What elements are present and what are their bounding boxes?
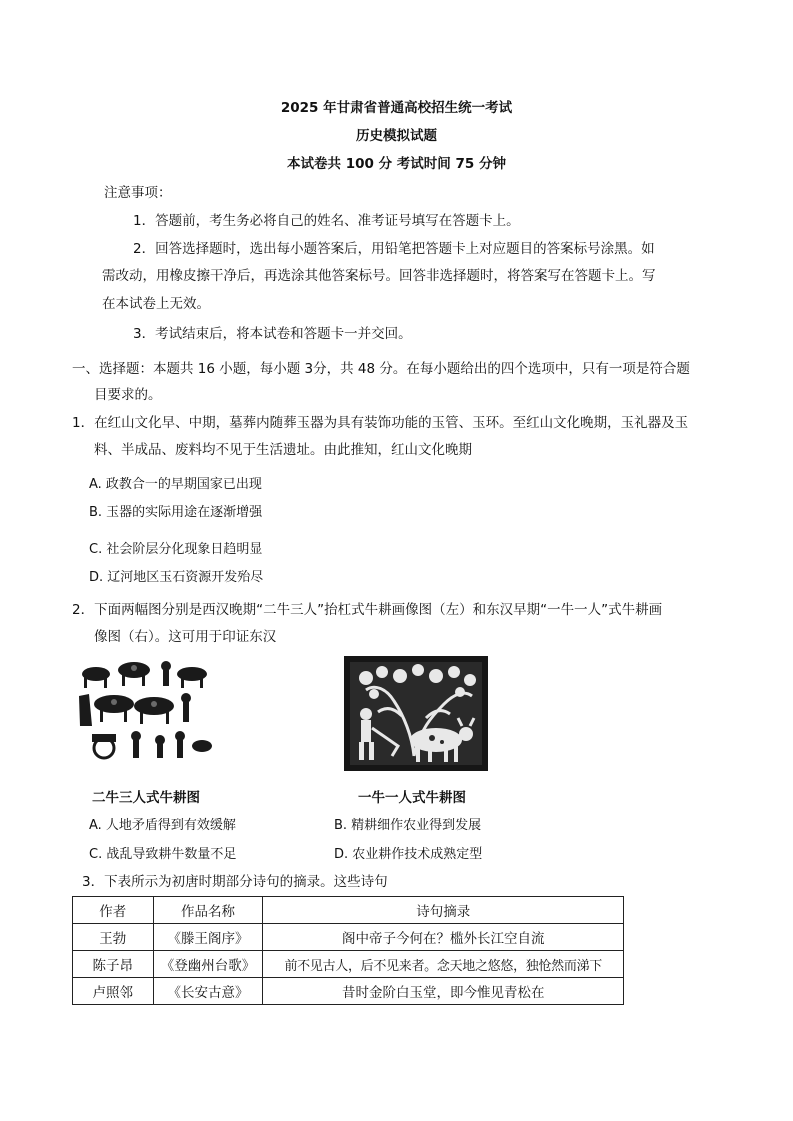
q2-stem-line-1: 2．下面两幅图分别是西汉晚期“二牛三人”抬杠式牛耕画像图（左）和东汉早期“一牛一人”式牛耕画 [72, 602, 663, 618]
table-row [73, 924, 624, 951]
table-cell-author: 陈子昂 [73, 951, 154, 978]
poems-table [72, 896, 624, 1005]
section-heading-line-2: 目要求的。 [94, 387, 162, 403]
q1-stem-line-2: 料、半成品、废料均不见于生活遗址。由此推知，红山文化晚期 [94, 442, 472, 458]
table-header-work: 作品名称 [153, 897, 263, 924]
table-cell-excerpt: 昔时金阶白玉堂，即今惟见青松在 [263, 978, 624, 1005]
table-cell-author: 王勃 [73, 924, 154, 951]
section-heading-line-1: 一、选择题：本题共 16 小题，每小题 3分，共 48 分。在每小题给出的四个选项中，只有一项是符合题 [72, 361, 690, 377]
q2-option-c[interactable]: C. 战乱导致耕牛数量不足 [89, 847, 237, 862]
table-cell-work: 《滕王阁序》 [153, 924, 263, 951]
q1-stem-line-1: 1．在红山文化早、中期，墓葬内随葬玉器为具有装饰功能的玉管、玉环。至红山文化晚期，玉礼器及玉 [72, 415, 689, 431]
notice-item-3: 3．考试结束后，将本试卷和答题卡一并交回。 [133, 326, 412, 342]
notice-item-1: 1．答题前，考生务必将自己的姓名、准考证号填写在答题卡上。 [133, 213, 520, 229]
table-header-row [73, 897, 624, 924]
q2-stem-line-2: 像图（右）。这可用于印证东汉 [94, 629, 277, 645]
one-ox-one-person-plowing-image [344, 656, 488, 771]
q1-option-a[interactable]: A. 政教合一的早期国家已出现 [89, 477, 262, 492]
q2-option-a[interactable]: A. 人地矛盾得到有效缓解 [89, 818, 236, 833]
table-header-excerpt: 诗句摘录 [263, 897, 624, 924]
exam-title: 2025 年甘肃省普通高校招生统一考试 [280, 100, 513, 116]
notice-item-2-line-3: 在本试卷上无效。 [102, 296, 210, 312]
q2-option-b[interactable]: B. 精耕细作农业得到发展 [334, 818, 482, 833]
q3-stem: 3．下表所示为初唐时期部分诗句的摘录。这些诗句 [82, 874, 388, 890]
q1-option-d[interactable]: D. 辽河地区玉石资源开发殆尽 [89, 570, 264, 585]
notice-item-2-line-1: 2．回答选择题时，选出每小题答案后，用铅笔把答题卡上对应题目的答案标号涂黑。如 [133, 241, 655, 257]
table-cell-excerpt: 前不见古人，后不见来者。念天地之悠悠，独怆然而涕下 [263, 951, 624, 978]
caption-left: 二牛三人式牛耕图 [92, 790, 200, 806]
caption-right: 一牛一人式牛耕图 [358, 790, 466, 806]
table-cell-author: 卢照邻 [73, 978, 154, 1005]
q1-option-b[interactable]: B. 玉器的实际用途在逐渐增强 [89, 505, 263, 520]
exam-info: 本试卷共 100 分 考试时间 75 分钟 [287, 156, 506, 172]
table-cell-work: 《长安古意》 [153, 978, 263, 1005]
q1-option-c[interactable]: C. 社会阶层分化现象日趋明显 [89, 542, 263, 557]
table-cell-excerpt: 阁中帝子今何在？槛外长江空自流 [263, 924, 624, 951]
table-row [73, 978, 624, 1005]
table-row [73, 951, 624, 978]
two-oxen-three-people-plowing-image [74, 656, 224, 766]
notice-heading: 注意事项： [104, 185, 172, 201]
table-cell-work: 《登幽州台歌》 [153, 951, 263, 978]
q2-option-d[interactable]: D. 农业耕作技术成熟定型 [334, 847, 483, 862]
table-header-author: 作者 [73, 897, 154, 924]
exam-subtitle: 历史模拟试题 [356, 128, 437, 144]
notice-item-2-line-2: 需改动，用橡皮擦干净后，再选涂其他答案标号。回答非选择题时，将答案写在答题卡上。写 [102, 268, 656, 284]
